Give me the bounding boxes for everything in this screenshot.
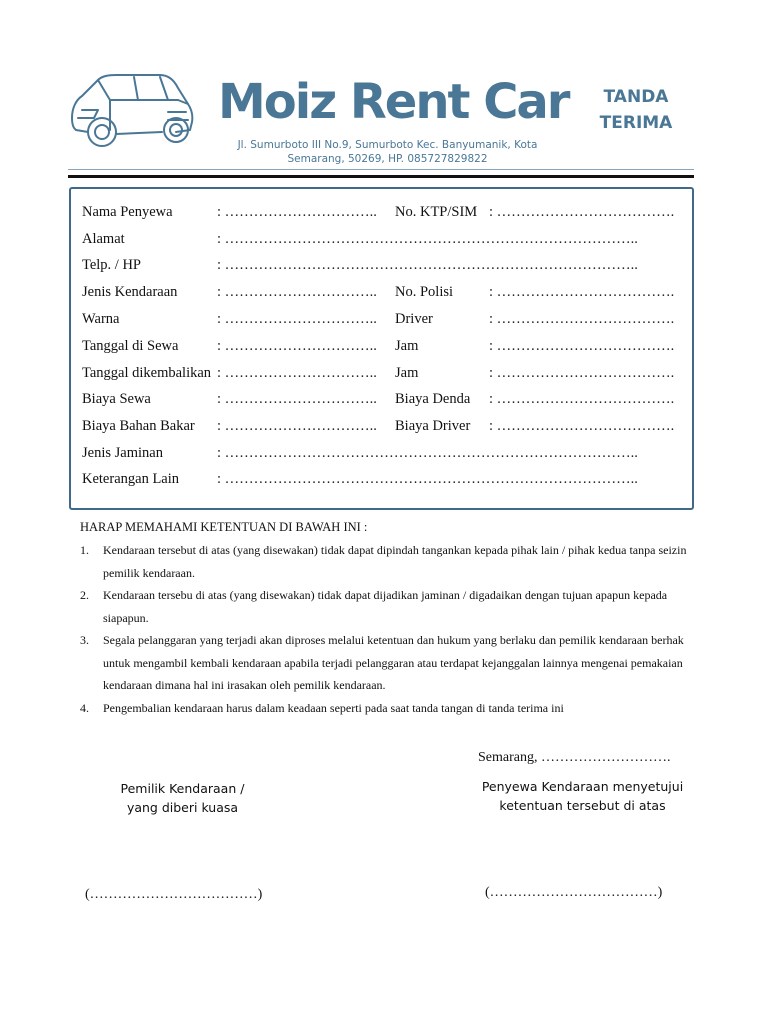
label-biaya-denda: Biaya Denda: [395, 391, 471, 407]
label-nama-penyewa: Nama Penyewa: [82, 204, 173, 220]
term-number: 2.: [80, 588, 89, 602]
label-warna: Warna: [82, 311, 120, 327]
renter-signature-caption: [470, 777, 695, 815]
owner-signature-line[interactable]: (………………………………): [85, 887, 263, 902]
term-number: 1.: [80, 543, 89, 557]
field-jam-sewa[interactable]: : ……………………………….: [489, 338, 675, 354]
field-telp-hp[interactable]: : …………………………………………………………………………..: [217, 257, 638, 273]
field-warna[interactable]: : …………………………..: [217, 311, 377, 327]
title-line-1: TANDA: [603, 87, 669, 107]
owner-caption-line-2: yang diberi kuasa: [126, 800, 239, 815]
label-keterangan-lain: Keterangan Lain: [82, 471, 180, 487]
field-biaya-driver[interactable]: : ……………………………….: [489, 418, 675, 434]
owner-caption-line-1: Pemilik Kendaraan /: [120, 781, 245, 796]
terms-heading: HARAP MEMAHAMI KETENTUAN DI BAWAH INI :: [80, 520, 368, 534]
field-alamat[interactable]: : …………………………………………………………………………..: [217, 231, 638, 247]
label-jenis-kendaraan: Jenis Kendaraan: [82, 284, 178, 300]
owner-signature-caption: [100, 779, 265, 817]
label-alamat: Alamat: [82, 231, 125, 247]
label-no-ktp-sim: No. KTP/SIM: [395, 204, 478, 220]
label-driver: Driver: [395, 311, 433, 327]
term-text: Kendaraan tersebu di atas (yang disewakan) tidak dapat dijadikan jaminan / digadaikan dengan tujuan apapun kepada siapapun.: [103, 588, 668, 625]
term-text: Segala pelanggaran yang terjadi akan diproses melalui ketentuan dan hukum yang berlaku dan pemilik kendaraan berhak untuk mengambil kembali kendaraan apabila terjadi pelanggaran atau terdapat kejanggalan lainnya mengenai pemakaian kendaraan dimana hal ini irasakan oleh pemilik kendaraan.: [103, 633, 684, 692]
place-date: Semarang, ……………………….: [478, 750, 671, 765]
field-tanggal-dikembalikan[interactable]: : …………………………..: [217, 365, 377, 381]
field-nama-penyewa[interactable]: : …………………………..: [217, 204, 377, 220]
field-biaya-denda[interactable]: : ……………………………….: [489, 391, 675, 407]
label-biaya-bahan-bakar: Biaya Bahan Bakar: [82, 418, 195, 434]
title-line-2: TERIMA: [599, 113, 673, 133]
field-biaya-bahan-bakar[interactable]: : …………………………..: [217, 418, 377, 434]
label-biaya-sewa: Biaya Sewa: [82, 391, 151, 407]
label-jam-sewa: Jam: [395, 338, 419, 354]
label-tanggal-di-sewa: Tanggal di Sewa: [82, 338, 179, 354]
term-text: Pengembalian kendaraan harus dalam keadaan seperti pada saat tanda tangan di tanda terima ini: [103, 701, 564, 715]
renter-caption-line-1: Penyewa Kendaraan menyetujui: [481, 779, 684, 794]
field-tanggal-di-sewa[interactable]: : …………………………..: [217, 338, 377, 354]
term-number: 4.: [80, 701, 89, 715]
document-title: [588, 84, 684, 136]
field-jenis-kendaraan[interactable]: : …………………………..: [217, 284, 377, 300]
field-no-polisi[interactable]: : ……………………………….: [489, 284, 675, 300]
brand-name: Moiz Rent Car: [218, 74, 569, 130]
field-jam-kembali[interactable]: : ……………………………….: [489, 365, 675, 381]
term-number: 3.: [80, 633, 89, 647]
label-tanggal-dikembalikan: Tanggal dikembalikan: [82, 365, 212, 381]
rental-form: [69, 187, 694, 510]
renter-signature-line[interactable]: (………………………………): [485, 885, 663, 900]
label-biaya-driver: Biaya Driver: [395, 418, 471, 434]
company-address: [225, 138, 550, 166]
field-driver[interactable]: : ……………………………….: [489, 311, 675, 327]
field-jenis-jaminan[interactable]: : …………………………………………………………………………..: [217, 445, 638, 461]
address-line-1: Jl. Sumurboto III No.9, Sumurboto Kec. Banyumanik, Kota: [237, 139, 538, 151]
document-header: [0, 0, 768, 180]
header-divider-thick: [68, 175, 694, 178]
address-line-2: Semarang, 50269, HP. 085727829822: [287, 153, 488, 165]
label-jenis-jaminan: Jenis Jaminan: [82, 445, 163, 461]
label-no-polisi: No. Polisi: [395, 284, 454, 300]
renter-caption-line-2: ketentuan tersebut di atas: [499, 798, 666, 813]
car-icon: [68, 70, 196, 152]
field-no-ktp-sim[interactable]: : ……………………………….: [489, 204, 675, 220]
label-telp-hp: Telp. / HP: [82, 257, 141, 273]
term-text: Kendaraan tersebut di atas (yang disewakan) tidak dapat dipindah tangankan kepada pihak lain / pihak kedua tanpa seizin pemilik kendaraan.: [103, 543, 687, 580]
field-biaya-sewa[interactable]: : …………………………..: [217, 391, 377, 407]
header-divider-thin: [68, 169, 694, 170]
label-jam-kembali: Jam: [395, 365, 419, 381]
field-keterangan-lain[interactable]: : …………………………………………………………………………..: [217, 471, 638, 487]
